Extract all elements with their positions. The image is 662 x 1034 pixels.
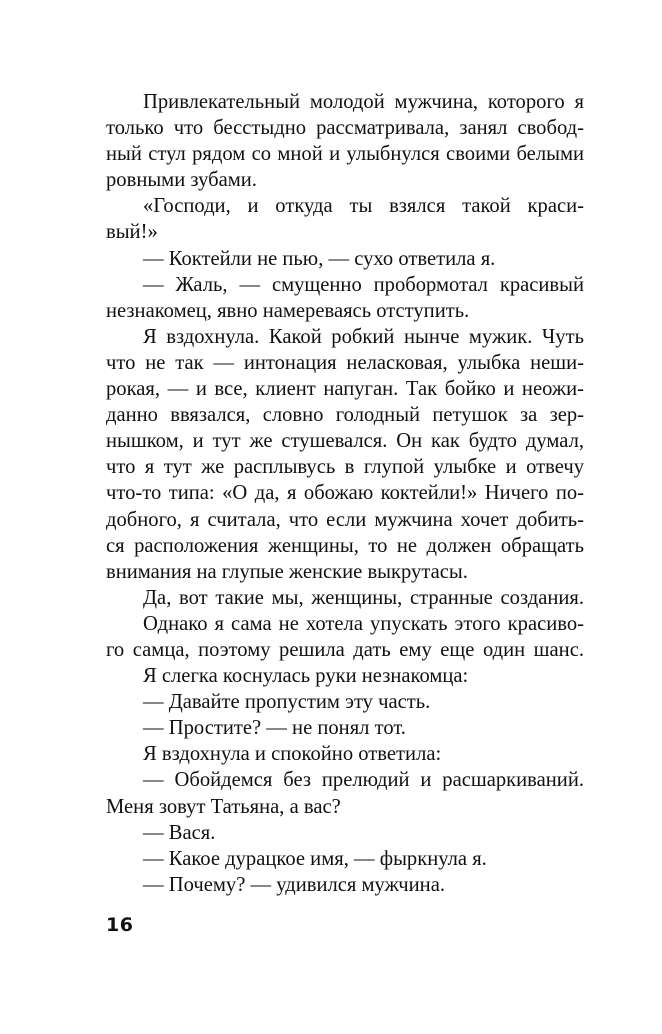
text-line: только что бесстыдно рассматривала, занял свобод- [106,117,584,140]
text-line: внимания на глупые женские выкрутасы. [106,560,468,583]
text-line: ный стул рядом со мной и улыбнулся своими белыми [106,143,584,166]
page-body-text [106,89,584,898]
text-line: «Господи, и откуда ты взялся такой краси- [143,195,584,218]
text-line: — Обойдемся без прелюдий и расшаркиваний. [143,769,584,792]
text-line: Однако я сама не хотела упускать этого красиво- [143,612,584,635]
text-line: — Простите? — не понял тот. [143,717,406,740]
text-line: — Вася. [143,821,216,844]
text-line: нышком, и тут же стушевался. Он как будто думал, [106,430,584,453]
text-line: Привлекательный молодой мужчина, которого я [143,91,584,113]
text-line: Я слегка коснулась руки незнакомца: [143,665,469,688]
text-line: добного, я считала, что если мужчина хочет добить- [106,508,584,531]
text-line: — Почему? — удивился мужчина. [143,873,445,896]
text-line: — Давайте пропустим эту часть. [143,691,431,714]
text-line: ся расположения женщины, то не должен обращать [106,534,584,557]
text-line: — Коктейли не пью, — сухо ответила я. [143,247,496,270]
text-line: что-то типа: «О да, я обожаю коктейли!» Ничего по- [106,482,584,505]
text-line: — Какое дурацкое имя, — фыркнула я. [143,847,487,870]
text-line: — Жаль, — смущенно пробормотал красивый [143,273,584,296]
text-line: рокая, — и все, клиент напуган. Так бойко и неожи- [106,378,584,401]
text-line: незнакомец, явно намереваясь отступить. [106,299,470,322]
text-line: го самца, поэтому решила дать ему еще один шанс. [106,638,584,661]
text-line: ровными зубами. [106,169,257,192]
text-line: Я вздохнула и спокойно ответила: [143,743,442,766]
page-number: 16 [106,914,134,936]
text-line: Да, вот такие мы, женщины, странные создания. [143,586,584,609]
text-line: данно ввязался, словно голодный петушок за зер- [106,404,584,427]
text-line: Я вздохнула. Какой робкий нынче мужик. Чуть [143,325,584,348]
text-line: Меня зовут Татьяна, а вас? [106,795,341,818]
text-line: что не так — интонация неласковая, улыбка неши- [106,351,584,374]
text-line: вый!» [106,221,158,244]
text-line: что я тут же расплывусь в глупой улыбке и отвечу [106,456,584,479]
